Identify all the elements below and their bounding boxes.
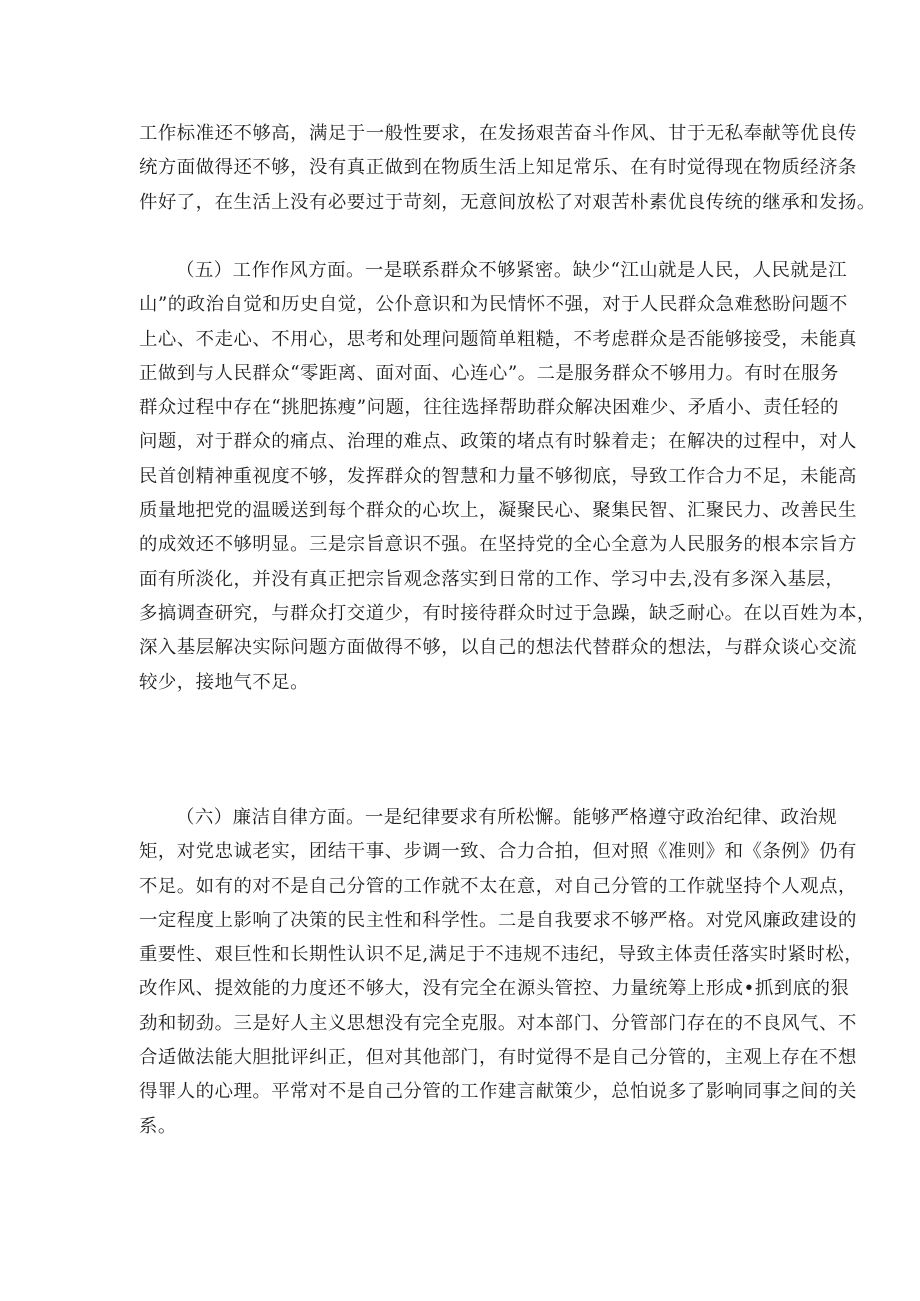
paragraph-line: 较少，接地气不足。 <box>139 671 310 693</box>
paragraph-line: 件好了，在生活上没有必要过于苛刻，无意间放松了对艰苦朴素优良传统的继承和发扬。 <box>139 191 876 213</box>
paragraph-work-standards <box>139 117 876 220</box>
paragraph-line: （五）工作作风方面。一是联系群众不够紧密。缺少“江山就是人民，人民就是江 <box>176 260 848 281</box>
paragraph-line: 多搞调查研究，与群众打交道少，有时接待群众时过于急躁，缺乏耐心。在以百姓为本， <box>139 602 876 624</box>
paragraph-line: 群众过程中存在“挑肥拣瘦”问题，往往选择帮助群众解决困难少、矛盾小、责任轻的 <box>139 397 839 419</box>
paragraph-line: 统方面做得还不够，没有真正做到在物质生活上知足常乐、在有时觉得现在物质经济条 <box>139 157 857 179</box>
paragraph-line: 劲和韧劲。三是好人主义思想没有完全克服。对本部门、分管部门存在的不良风气、不 <box>139 1012 857 1034</box>
paragraph-line: 民首创精神重视度不够，发挥群众的智慧和力量不够彻底，导致工作合力不足，未能高 <box>139 465 857 487</box>
paragraph-line: 深入基层解决实际问题方面做得不够，以自己的想法代替群众的想法，与群众谈心交流 <box>139 637 857 659</box>
paragraph-line: 山”的政治自觉和历史自觉，公仆意识和为民情怀不强，对于人民群众急难愁盼问题不 <box>139 294 848 316</box>
paragraph-line: （六）廉洁自律方面。一是纪律要求有所松懈。能够严格遵守政治纪律、政治规 <box>176 807 838 828</box>
paragraph-line: 一定程度上影响了决策的民主性和科学性。二是自我要求不够严格。对党风廉政建设的 <box>139 909 857 931</box>
paragraph-line: 不足。如有的对不是自己分管的工作就不太在意，对自己分管的工作就坚持个人观点， <box>139 875 857 897</box>
paragraph-line: 矩，对党忠诚老实，团结干事、步调一致、合力合拍，但对照《准则》和《条例》仍有 <box>139 841 857 863</box>
paragraph-line: 得罪人的心理。平常对不是自己分管的工作建言献策少，总怕说多了影响同事之间的关 <box>139 1081 857 1103</box>
paragraph-line: 正做到与人民群众“零距离、面对面、心连心”。二是服务群众不够用力。有时在服务 <box>139 362 839 384</box>
paragraph-line: 的成效还不够明显。三是宗旨意识不强。在坚持党的全心全意为人民服务的根本宗旨方 <box>139 534 857 556</box>
paragraph-line: 问题，对于群众的痛点、治理的难点、政策的堵点有时躲着走；在解决的过程中，对人 <box>139 431 857 453</box>
paragraph-line: 系。 <box>139 1115 177 1137</box>
paragraph-line: 合适做法能大胆批评纠正，但对其他部门，有时觉得不是自己分管的，主观上存在不想 <box>139 1047 857 1069</box>
paragraph-integrity-self-discipline <box>139 801 864 1144</box>
paragraph-line: 重要性、艰巨性和长期性认识不足,满足于不违规不违纪，导致主体责任落实时紧时松， <box>139 944 864 966</box>
paragraph-line: 上心、不走心、不用心，思考和处理问题简单粗糙，不考虑群众是否能够接受，未能真 <box>139 328 857 350</box>
paragraph-line: 质量地把党的温暖送到每个群众的心坎上，凝聚民心、聚集民智、汇聚民力、改善民生 <box>139 500 857 522</box>
paragraph-work-style <box>139 254 876 700</box>
paragraph-line: 工作标准还不够高，满足于一般性要求，在发扬艰苦奋斗作风、甘于无私奉献等优良传 <box>139 123 857 144</box>
paragraph-line: 改作风、提效能的力度还不够大，没有完全在源头管控、力量统筹上形成•抓到底的狠 <box>139 978 850 1000</box>
paragraph-line: 面有所淡化，并没有真正把宗旨观念落实到日常的工作、学习中去,没有多深入基层， <box>139 568 845 590</box>
